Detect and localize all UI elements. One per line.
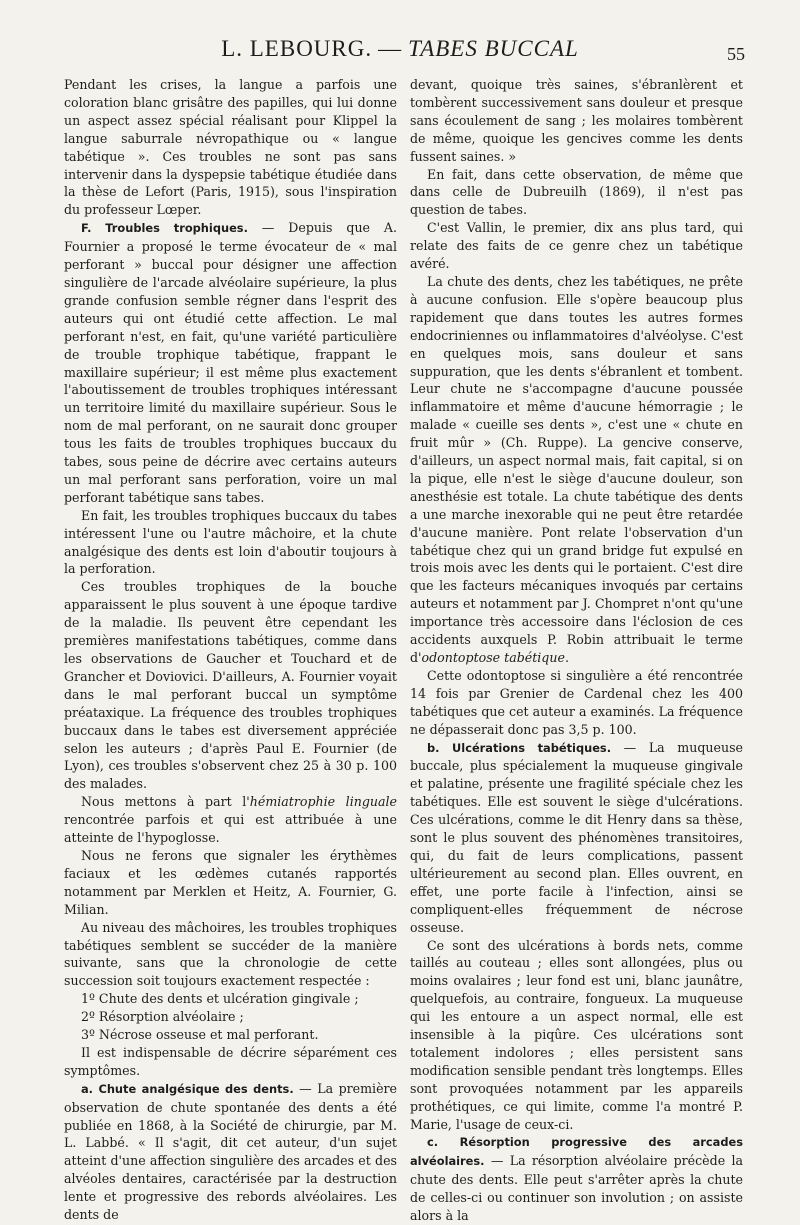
section-heading: F. Troubles trophiques. — [81, 221, 248, 236]
header-author: L. LEBOURG. — [221, 36, 373, 61]
paragraph: Nous ne ferons que signaler les érythèmes faciaux et les œdèmes cutanés rapportés notamment par Merklen et Heitz, A. Fournier, G. Milian. — [64, 847, 397, 917]
paragraph: Cette odontoptose si singulière a été rencontrée 14 fois par Grenier de Cardenal chez les 400 tabétiques que cet auteur a examinés. La fréquence ne dépasserait donc pas 3,5 p. 100. — [410, 667, 743, 737]
paragraph-resorption — [410, 1133, 743, 1225]
list-item: 1º Chute des dents et ulcération gingivale ; — [81, 991, 359, 1007]
paragraph-text: La chute des dents, chez les tabétiques, ne prête à aucune confusion. Elle s'opère beaucoup plus rapidement que dans toutes les autres formes endocriniennes ou inflammatoires d'alvéolyse. C'est en quelques mois, sans douleur et sans suppuration, que les dents s'ébranlent et tombent. Leur chute ne s'accompagne d'aucune poussée inflammatoire et même d'aucune hémorragie ; le malade « cueille ses dents », c'est une « chute en fruit mûr » (Ch. Ruppe). La gencive conserve, d'ailleurs, un aspect normal mais, fait capital, si on la pique, elle n'est le siège d'aucune douleur, son anesthésie est totale. La chute tabétique des dents a une marche inexorable qui ne peut être retardée d'aucune manière. Pont relate l'observation d'un tabétique chez qui un grand bridge fut expulsé en trois mois avec les dents qui le portaient. C'est dire que les facteurs mécaniques invoqués par certains auteurs et notamment par J. Chompret n'ont qu'une importance très accessoire dans l'éclosion de ces accidents auxquels P. Robin attribuait le terme d' — [410, 273, 743, 665]
header-work-title: TABES BUCCAL — [408, 36, 579, 61]
paragraph: Au niveau des mâchoires, les troubles trophiques tabétiques semblent se succéder de la manière suivante, sans que la chronologie de cette succession soit toujours exactement respectée : — [64, 919, 397, 989]
header-separator: — — [378, 36, 403, 61]
paragraph: Pendant les crises, la langue a parfois une coloration blanc grisâtre des papilles, qui lui donne un aspect assez spécial réalisant pour Klippel la langue saburrale névropathique ou « langue tabétique ». Ces troubles ne sont pas sans intervenir dans la dyspepsie tabétique étudiée dans la thèse de Lefort (Paris, 1915), sous l'inspiration du professeur Lœper. — [64, 77, 397, 218]
paragraph-text: rencontrée parfois et qui est attribuée à une atteinte de l'hypoglosse. — [64, 812, 397, 846]
italic-term: hémiatrophie linguale — [249, 794, 397, 810]
paragraph-chute-analgesique — [64, 1080, 397, 1224]
paragraph-text: — Depuis que A. Fournier a proposé le terme évocateur de « mal perforant » buccal pour désigner une affection singulière de l'arcade alvéolaire supérieure, la plus grande confusion semble régner dans l'esprit des auteurs qui ont étudié cette affection. Le mal perforant n'est, en fait, qu'une variété particulière de trouble trophique tabétique, frappant le maxillaire supérieur; il est même plus exactement l'aboutissement de troubles trophiques intéressant un territoire limité du maxillaire supérieur. Sous le nom de mal perforant, on ne saurait donc grouper tous les faits de troubles trophiques buccaux du tabes, sous peine de décrire avec certains auteurs un mal perforant sans perforation, voire un mal perforant tabétique sans tabes. — [64, 220, 397, 505]
list-item: 3º Nécrose osseuse et mal perforant. — [81, 1027, 319, 1043]
paragraph-ulcerations — [410, 739, 743, 937]
left-column — [64, 76, 397, 1224]
paragraph-troubles-trophiques — [64, 219, 397, 507]
paragraph: Il est indispensable de décrire séparément ces symptômes. — [64, 1044, 397, 1078]
paragraph-text: Nous mettons à part l' — [81, 794, 250, 810]
page-number: 55 — [727, 44, 745, 64]
section-heading: c. Résorption progressive des arcades alvéolaires. — [410, 1135, 743, 1169]
paragraph: En fait, les troubles trophiques buccaux du tabes intéressent l'une ou l'autre mâchoire, et la chute analgésique des dents est loin d'aboutir toujours à la perforation. — [64, 507, 397, 577]
paragraph: devant, quoique très saines, s'ébranlèrent et tombèrent successivement sans douleur et presque sans écoulement de sang ; les molaires tombèrent de même, quoique les gencives comme les dents fussent saines. » — [410, 77, 743, 164]
paragraph: C'est Vallin, le premier, dix ans plus tard, qui relate des faits de ce genre chez un tabétique avéré. — [410, 220, 743, 272]
paragraph: Ce sont des ulcérations à bords nets, comme taillés au couteau ; elles sont allongées, plus ou moins ovalaires ; leur fond est uni, blanc jaunâtre, quelquefois, au contraire, fongueux. La muqueuse qui les entoure a un aspect normal, elle est insensible à la piqûre. Ces ulcérations sont totalement indolores ; elles persistent sans modification sensible pendant très longtemps. Elles sont provoquées notamment par les appareils prothétiques, ce qui limite, comme l'a montré P. Marie, l'usage de ceux-ci. — [410, 937, 743, 1132]
paragraph: Ces troubles trophiques de la bouche apparaissent le plus souvent à une époque tardive de la maladie. Ils peuvent être cependant les premières manifestations tabétiques, comme dans les observations de Gaucher et Touchard et de Grancher et Doviovici. D'ailleurs, A. Fournier voyait dans le mal perforant buccal un symptôme préataxique. La fréquence des troubles trophiques buccaux dans le tabes est diversement appréciée selon les auteurs ; d'après Paul E. Fournier (de Lyon), ces troubles s'observent chez 25 à 30 p. 100 des malades. — [64, 579, 397, 792]
paragraph-odontoptose — [410, 273, 743, 667]
paragraph-text: — La muqueuse buccale, plus spécialement la muqueuse gingivale et palatine, présente une fragilité spéciale chez les tabétiques. Elle est souvent le siège d'ulcérations. Ces ulcérations, comme le dit Henry dans sa thèse, sont le plus souvent des phénomènes transitoires, qui, du fait de leurs complications, passent ultérieurement au second plan. Elles ouvrent, en effet, une porte facile à l'infection, ainsi se compliquent-elles fréquemment de nécrose osseuse. — [410, 739, 743, 935]
running-header — [0, 28, 800, 68]
paragraph: En fait, dans cette observation, de même que dans celle de Dubreuilh (1869), il n'est pas question de tabes. — [410, 166, 743, 218]
list-item: 2º Résorption alvéolaire ; — [81, 1009, 244, 1025]
italic-term: odontoptose tabétique — [421, 650, 565, 665]
right-column — [410, 76, 743, 1225]
paragraph-text: — La résorption alvéolaire précède la chute des dents. Elle peut s'arrêter après la chute de celles-ci ou continuer son involution ; on assiste alors à la — [410, 1153, 743, 1224]
paragraph-hemiatrophie — [64, 793, 397, 847]
section-heading: a. Chute analgésique des dents. — [81, 1081, 294, 1096]
section-heading: b. Ulcérations tabétiques. — [427, 740, 612, 755]
running-title — [0, 36, 800, 62]
paragraph-text: — La première observation de chute spontanée des dents a été publiée en 1868, à la Société de chirurgie, par M. L. Labbé. « Il s'agit, dit cet auteur, d'un sujet atteint d'une affection singulière des arcades et des alvéoles dentaires, caractérisée par la destruction lente et progressive des rebords alvéolaires. Les dents de — [64, 1080, 398, 1223]
paragraph-text: . — [564, 650, 569, 665]
